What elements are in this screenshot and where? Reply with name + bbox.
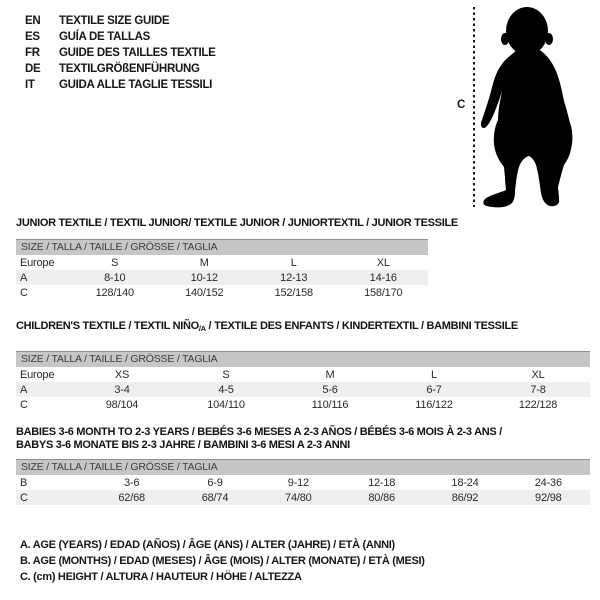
- cell: 12-18: [368, 476, 396, 489]
- table-row-months: [16, 475, 590, 490]
- size-header-bar: SIZE / TALLA / TAILLE / GRÖSSE / TAGLIA: [16, 239, 428, 255]
- cell: 6-7: [426, 383, 442, 396]
- language-title: TEXTILGRÖßENFÜHRUNG: [59, 63, 200, 75]
- cell: 24-36: [534, 476, 562, 489]
- cell: 110/116: [311, 398, 349, 411]
- row-label: C: [20, 491, 28, 504]
- cell: 86/92: [451, 491, 479, 504]
- language-code: EN: [25, 15, 41, 27]
- legend: [20, 537, 425, 585]
- language-row-fr: [25, 45, 216, 61]
- cell: 14-16: [369, 271, 397, 284]
- children-table-title: CHILDREN'S TEXTILE / TEXTIL $NIÑO_{/A}$ / TEXTILE DES ENFANTS / KINDERTEXTIL / BAMBINI TESSILE: [16, 320, 518, 333]
- babies-table-title-line2: BABYS 3-6 MONATE BIS 2-3 JAHRE / BAMBINI 3-6 MESI A 2-3 ANNI: [16, 439, 350, 451]
- children-textile-section: [16, 320, 590, 412]
- cell: 158/170: [364, 286, 403, 299]
- cell: 80/86: [368, 491, 395, 504]
- row-label: A: [20, 271, 28, 284]
- language-list: [25, 13, 216, 93]
- language-row-de: [25, 61, 216, 77]
- cell: 3-6: [124, 476, 140, 489]
- junior-size-table: [16, 255, 428, 300]
- cell: S: [111, 256, 119, 269]
- size-header-bar: SIZE / TALLA / TAILLE / GRÖSSE / TAGLIA: [16, 351, 590, 367]
- junior-table-title: JUNIOR TEXTILE / TEXTIL JUNIOR/ TEXTILE JUNIOR / JUNIORTEXTIL / JUNIOR TESSILE: [16, 217, 458, 229]
- row-label: Europe: [20, 368, 55, 381]
- title-subscript: /A: [198, 324, 206, 333]
- cell: 8-10: [104, 271, 126, 284]
- language-code: ES: [25, 31, 40, 43]
- cell: 116/122: [415, 398, 453, 411]
- cell: 6-9: [207, 476, 223, 489]
- language-code: IT: [25, 79, 35, 91]
- cell: 122/128: [518, 398, 558, 411]
- row-label: A: [20, 383, 28, 396]
- cell: 9-12: [287, 476, 309, 489]
- cell: XL: [376, 256, 390, 269]
- language-row-en: [25, 13, 216, 29]
- table-row-height: [16, 285, 428, 300]
- cell: S: [222, 368, 230, 381]
- cell: L: [290, 256, 297, 269]
- cell: XS: [114, 368, 130, 381]
- language-title: GUIDA ALLE TAGLIE TESSILI: [59, 79, 213, 91]
- table-row-age: [16, 382, 590, 397]
- cell: XL: [531, 368, 545, 381]
- row-label: Europe: [20, 256, 55, 269]
- cell: 7-8: [530, 383, 546, 396]
- language-row-es: [25, 29, 216, 45]
- cell: 152/158: [274, 286, 313, 299]
- table-row-age: [16, 270, 428, 285]
- children-size-table: [16, 367, 590, 412]
- cell: M: [199, 256, 209, 269]
- cell: 92/98: [535, 491, 562, 504]
- language-code: DE: [25, 63, 41, 75]
- legend-line-c: C. (cm) HEIGHT / ALTURA / HAUTEUR / HÖHE / ALTEZZA: [20, 571, 302, 583]
- cell: 74/80: [285, 491, 312, 504]
- babies-size-table: [16, 475, 590, 505]
- legend-line-a: A. AGE (YEARS) / EDAD (AÑOS) / ÂGE (ANS) / ALTER (JAHRE) / ETÀ (ANNI): [20, 539, 395, 551]
- cell: M: [325, 368, 335, 381]
- cell: 3-4: [114, 383, 130, 396]
- table-row-height: [16, 397, 590, 412]
- language-title: TEXTILE SIZE GUIDE: [59, 15, 170, 27]
- cell: L: [431, 368, 437, 381]
- size-header-bar: SIZE / TALLA / TAILLE / GRÖSSE / TAGLIA: [16, 459, 590, 475]
- table-row-europe: [16, 255, 428, 270]
- cell: 10-12: [190, 271, 218, 284]
- junior-textile-section: [16, 217, 458, 300]
- cell: 104/110: [207, 398, 245, 411]
- cell: 12-13: [280, 271, 308, 284]
- height-dashed-line: [473, 7, 475, 207]
- row-label: C: [20, 286, 28, 299]
- babies-table-title-line1: BABIES 3-6 MONTH TO 2-3 YEARS / BEBÉS 3-6 MESES A 2-3 AÑOS / BÉBÉS 3-6 MOIS À 2-3 ANS /: [16, 426, 502, 438]
- row-label: B: [20, 476, 28, 489]
- cell: 140/152: [185, 286, 224, 299]
- table-row-height: [16, 490, 590, 505]
- cell: 62/68: [118, 491, 145, 504]
- table-row-europe: [16, 367, 590, 382]
- row-label: C: [20, 398, 28, 411]
- height-c-label: C: [457, 99, 466, 111]
- cell: 68/74: [201, 491, 229, 504]
- cell: 18-24: [451, 476, 479, 489]
- language-title: GUIDE DES TAILLES TEXTILE: [59, 47, 216, 59]
- language-code: FR: [25, 47, 40, 59]
- cell: 128/140: [95, 286, 134, 299]
- cell: 98/104: [105, 398, 139, 411]
- baby-silhouette-image: [479, 4, 579, 210]
- legend-line-b: B. AGE (MONTHS) / EDAD (MESES) / ÂGE (MOIS) / ALTER (MONATE) / ETÀ (MESI): [20, 555, 425, 567]
- babies-textile-section: [16, 426, 590, 505]
- language-title: GUÍA DE TALLAS: [59, 31, 150, 43]
- language-row-it: [25, 77, 216, 93]
- cell: 5-6: [322, 383, 338, 396]
- cell: 4-5: [218, 383, 234, 396]
